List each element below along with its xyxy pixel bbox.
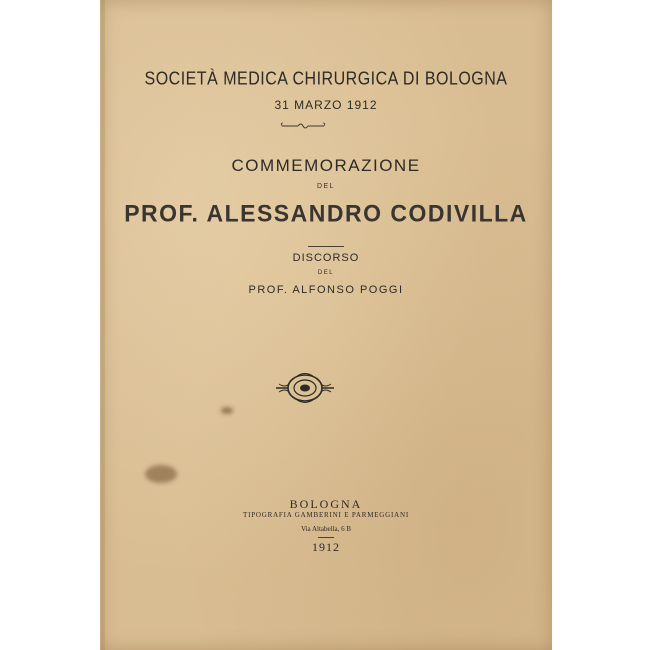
paper-stain <box>221 407 233 414</box>
meeting-date: 31 MARZO 1912 <box>274 98 378 112</box>
small-scroll-ornament-icon <box>280 121 326 131</box>
imprint-address: Via Altabella, 6 B <box>300 525 352 533</box>
honoree-name: PROF. ALESSANDRO CODIVILLA <box>124 199 528 227</box>
speech-label: DISCORSO <box>292 252 360 264</box>
oval-printer-ornament-icon <box>275 370 335 406</box>
imprint-city: BOLOGNA <box>289 497 363 511</box>
del-connector-1: DEL <box>316 183 336 190</box>
society-name: SOCIETÀ MEDICA CHIRURGICA DI BOLOGNA <box>144 69 508 90</box>
imprint-rule <box>318 537 334 538</box>
speaker-name: PROF. ALFONSO POGGI <box>248 284 404 296</box>
paper-stain <box>145 465 177 483</box>
divider-rule <box>308 246 344 247</box>
commemoration-heading: COMMEMORAZIONE <box>231 156 421 175</box>
imprint-printer: TIPOGRAFIA GAMBERINI E PARMEGGIANI <box>243 511 409 519</box>
document-page <box>100 0 552 650</box>
imprint-year: 1912 <box>312 540 340 554</box>
del-connector-2: DEL <box>317 270 335 276</box>
